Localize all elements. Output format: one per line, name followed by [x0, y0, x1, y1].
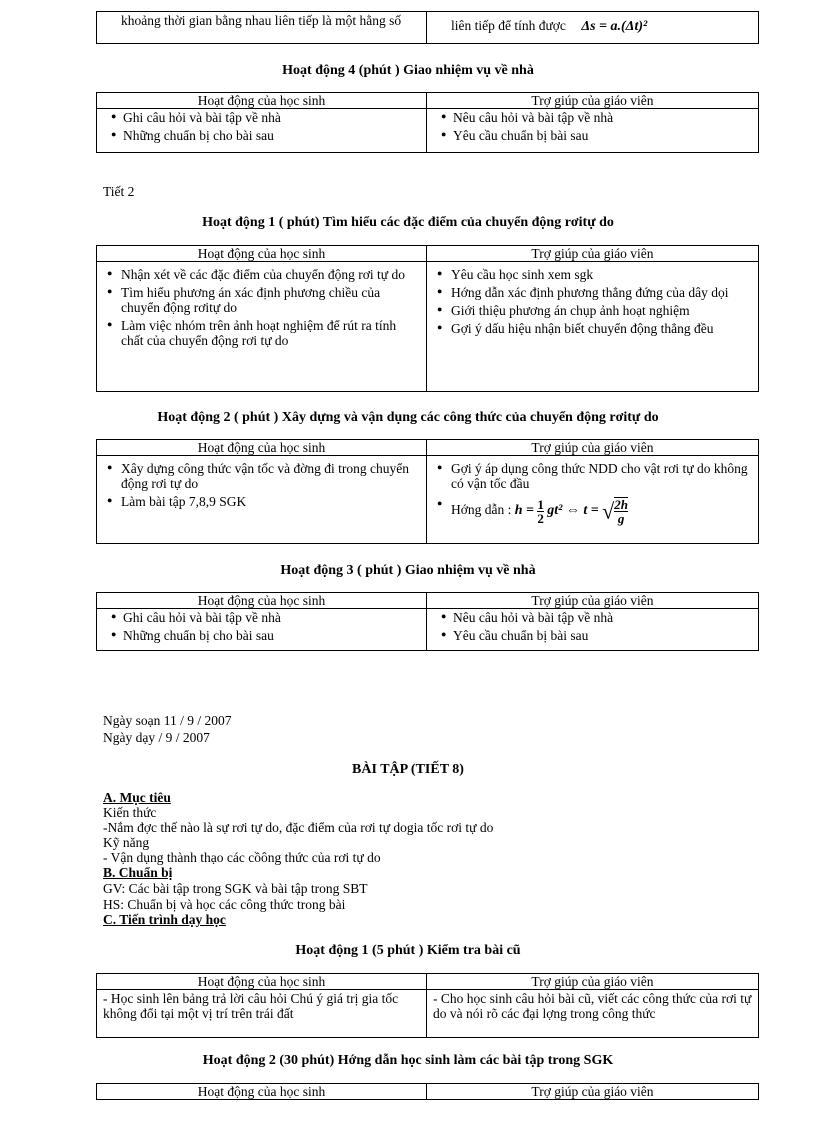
date-prepared: Ngày soạn 11 / 9 / 2007 — [103, 713, 232, 728]
student-cell: - Học sinh lên bảng trả lời câu hỏi Chú ý giá trị gia tốc không đổi tại một vị trí trên trái đất — [97, 990, 427, 1038]
teacher-cell — [427, 609, 759, 651]
col-teacher-header: Trợ giúp của giáo viên — [427, 974, 759, 990]
formula-mid: gt² ⇔ t = — [547, 503, 599, 519]
list-item: ● Nêu câu hỏi và bài tập về nhà — [441, 610, 752, 625]
list-item: ● Làm bài tập 7,8,9 SGK — [103, 494, 420, 509]
top-table — [96, 11, 759, 44]
list-item: ● Những chuẩn bị cho bài sau — [111, 128, 420, 143]
fraction-denominator: g — [617, 511, 625, 526]
date-taught: Ngày dạy / 9 / 2007 — [103, 730, 210, 745]
activity-b1-title: Hoạt động 1 (5 phút ) Kiểm tra bài cũ — [295, 943, 521, 958]
list-item: ● Yêu cầu chuẩn bị bài sau — [441, 128, 752, 143]
activity-a1-table — [96, 245, 759, 392]
col-student-header: Hoạt động của học sinh — [97, 593, 427, 609]
activity-a1-title: Hoạt động 1 ( phút) Tìm hiểu các đặc điểm của chuyển động rơitự do — [202, 215, 614, 230]
list-item: ● Ghi câu hỏi và bài tập về nhà — [111, 110, 420, 125]
top-table-left-text: khoảng thời gian bằng nhau liên tiếp là một hằng số — [121, 13, 402, 28]
student-cell — [97, 262, 427, 392]
student-cell — [97, 609, 427, 651]
list-item: ● Gợi ý dấu hiệu nhận biết chuyển động thẳng đều — [433, 321, 752, 336]
col-student-header: Hoạt động của học sinh — [97, 974, 427, 990]
col-student-header: Hoạt động của học sinh — [97, 246, 427, 262]
list-item: ● Gợi ý áp dụng công thức NDD cho vật rơi tự do không có vận tốc đầu — [433, 461, 752, 491]
list-item: ● Yêu cầu chuẩn bị bài sau — [441, 628, 752, 643]
knowledge-label: Kiến thức — [103, 805, 157, 820]
list-item: ● Giới thiệu phương án chụp ảnh hoạt nghiệm — [433, 303, 752, 318]
list-item: ● Những chuẩn bị cho bài sau — [111, 628, 420, 643]
col-teacher-header: Trợ giúp của giáo viên — [427, 440, 759, 456]
teacher-cell — [427, 456, 759, 544]
list-item: ● Ghi câu hỏi và bài tập về nhà — [111, 610, 420, 625]
activity-b1-table — [96, 973, 759, 1038]
formula-lhs: h = — [514, 503, 535, 519]
process-heading: C. Tiến trình dạy học — [103, 912, 226, 927]
col-student-header: Hoạt động của học sinh — [97, 1084, 427, 1100]
acceleration-formula: Δs = a.(Δt)² — [581, 19, 648, 34]
top-table-right-text: liên tiếp để tính được — [451, 18, 566, 33]
knowledge-text: -Nắm đợc thế nào là sự rơi tự do, đặc điểm của rơi tự dogia tốc rơi tự do — [103, 820, 494, 835]
hint-label: Hớng dẫn : — [451, 502, 512, 518]
activity-hw1-title: Hoạt động 4 (phút ) Giao nhiệm vụ về nhà — [282, 63, 534, 78]
list-item: ● Làm việc nhóm trên ảnh hoạt nghiệm để rút ra tính chất của chuyển động rơi tự do — [103, 318, 420, 348]
fraction-denominator: 2 — [537, 510, 544, 526]
period-label: Tiết 2 — [103, 184, 135, 199]
activity-b2-title: Hoạt động 2 (30 phút) Hớng dẫn học sinh làm các bài tập trong SGK — [202, 1053, 614, 1068]
col-student-header: Hoạt động của học sinh — [97, 93, 427, 109]
list-item: ● Tìm hiểu phương án xác định phương chiều của chuyển động rơitự do — [103, 285, 420, 315]
teacher-cell: - Cho học sinh câu hỏi bài cũ, viết các công thức của rơi tự do và nói rõ các đại lợng trong công thức — [427, 990, 759, 1038]
skill-text: - Vận dụng thành thạo các cồông thức của rơi tự do — [103, 850, 381, 865]
student-cell — [97, 456, 427, 544]
student-cell — [97, 109, 427, 153]
list-item: ● Hớng dẫn xác định phương thẳng đứng của dây dọi — [433, 285, 752, 300]
fraction-sqrt — [614, 497, 628, 525]
col-student-header: Hoạt động của học sinh — [97, 440, 427, 456]
col-teacher-header: Trợ giúp của giáo viên — [427, 593, 759, 609]
sqrt-sign-icon: √ — [602, 498, 615, 524]
lesson-title: BÀI TẬP (TIẾT 8) — [352, 762, 464, 777]
teacher-cell — [427, 109, 759, 153]
col-teacher-header: Trợ giúp của giáo viên — [427, 246, 759, 262]
col-teacher-header: Trợ giúp của giáo viên — [427, 93, 759, 109]
teacher-cell — [427, 262, 759, 392]
activity-a3-title: Hoạt động 3 ( phút ) Giao nhiệm vụ về nhà — [280, 563, 536, 578]
activity-a2-table — [96, 439, 759, 544]
preparation-gv: GV: Các bài tập trong SGK và bài tập trong SBT — [103, 881, 368, 896]
top-table-left-cell — [97, 12, 427, 44]
objectives-heading: A. Mục tiêu — [103, 790, 171, 805]
activity-b2-table — [96, 1083, 759, 1100]
skill-label: Kỹ năng — [103, 835, 150, 850]
list-item: ● Xây dựng công thức vận tốc và đờng đi trong chuyển động rơi tự do — [103, 461, 420, 491]
activity-a2-title: Hoạt động 2 ( phút ) Xây dựng và vận dụng các công thức của chuyển động rơitự do — [157, 410, 659, 425]
activity-a3-table — [96, 592, 759, 651]
col-teacher-header: Trợ giúp của giáo viên — [427, 1084, 759, 1100]
list-item-formula — [433, 497, 752, 525]
fraction-half — [537, 498, 544, 525]
list-item: ● Nhận xét về các đặc điểm của chuyển động rơi tự do — [103, 267, 420, 282]
fraction-numerator: 2h — [614, 497, 628, 512]
fraction-numerator: 1 — [537, 496, 544, 512]
preparation-hs: HS: Chuẩn bị và học các công thức trong bài — [103, 897, 346, 912]
list-item: ● Nêu câu hỏi và bài tập về nhà — [441, 110, 752, 125]
activity-hw1-table — [96, 92, 759, 153]
preparation-heading: B. Chuẩn bị — [103, 865, 173, 880]
top-table-right-cell — [427, 12, 759, 44]
list-item: ● Yêu cầu học sinh xem sgk — [433, 267, 752, 282]
